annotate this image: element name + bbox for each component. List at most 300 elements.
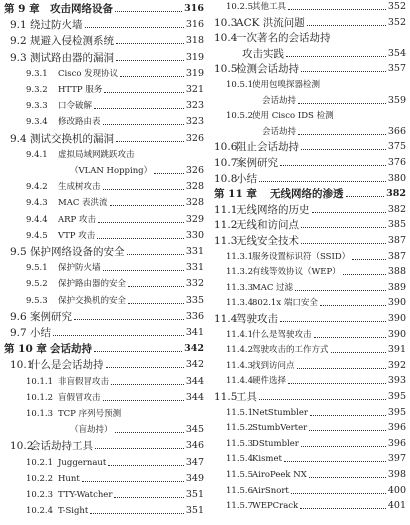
dot-leader — [291, 492, 386, 494]
toc-entry — [214, 370, 406, 387]
toc-entry — [4, 176, 204, 193]
entry-title: 保护交换机的安全 — [58, 295, 127, 306]
entry-title: 使用包嗅探器检测 — [252, 80, 321, 90]
dot-leader — [352, 258, 386, 260]
dot-leader — [115, 10, 182, 12]
dot-leader — [298, 102, 386, 104]
entry-title: AirSnort — [252, 485, 289, 496]
toc-entry — [4, 63, 204, 80]
dot-leader — [286, 55, 386, 57]
toc-entry — [214, 12, 406, 29]
dot-leader — [331, 351, 386, 353]
toc-entry — [4, 500, 204, 517]
page-number: 385 — [387, 219, 406, 231]
entry-number: 第 9 章 — [4, 3, 40, 15]
dot-leader — [116, 140, 184, 142]
entry-title: 虚拟局域网跳跃攻击 — [58, 149, 135, 160]
entry-number: 10.2.2 — [26, 473, 54, 484]
entry-number: 10.5.1 — [226, 80, 254, 90]
entry-title: 攻击实践 — [242, 47, 284, 60]
entry-title: 驾驶攻击 — [236, 313, 278, 325]
toc-entry — [214, 152, 406, 169]
toc-entry — [214, 199, 406, 216]
dot-leader — [284, 460, 386, 462]
page-number: 319 — [185, 67, 204, 79]
entry-number: 9.5.1 — [26, 263, 48, 274]
dot-leader — [94, 107, 184, 109]
dot-leader — [53, 334, 184, 336]
toc-entry — [4, 419, 204, 436]
dot-leader — [301, 242, 386, 244]
entry-title: VTP 攻击 — [58, 230, 96, 241]
entry-title: （VLAN Hopping） — [70, 166, 153, 176]
page-number: 345 — [185, 424, 204, 436]
entry-number: 11.5.5 — [226, 470, 254, 480]
entry-number: 10.2.3 — [26, 490, 54, 500]
entry-number: 9.4.3 — [26, 198, 48, 209]
dot-leader — [97, 237, 184, 239]
toc-entry — [214, 121, 406, 138]
entry-number: 11.5.3 — [226, 438, 254, 449]
page-number: 401 — [387, 500, 406, 512]
entry-title: 服务设置标识符（SSID） — [252, 251, 351, 262]
entry-title: 案例研究 — [30, 310, 72, 323]
page-number: 318 — [185, 35, 204, 47]
entry-title: 盲假冒攻击 — [58, 392, 101, 403]
page-number: 390 — [387, 313, 406, 324]
toc-entry — [4, 484, 204, 501]
entry-title: 无线和访问点 — [236, 219, 299, 232]
entry-number: 11.1 — [214, 203, 238, 216]
dot-leader — [128, 285, 184, 287]
toc-entry — [4, 468, 204, 485]
dot-leader — [115, 431, 184, 433]
entry-title: 测试路由器的漏洞 — [30, 51, 114, 64]
page-number: 398 — [387, 469, 406, 480]
entry-title: StumbVerter — [252, 423, 308, 434]
entry-number: 11.2 — [214, 219, 238, 232]
entry-title: Hunt — [58, 473, 80, 484]
entry-title: 802.1x 端口安全 — [252, 298, 318, 309]
page-number: 342 — [185, 359, 204, 371]
entry-title: Juggernaut — [58, 457, 107, 468]
page-number: 354 — [387, 47, 406, 59]
entry-title: WEPCrack — [252, 501, 299, 512]
dot-leader — [98, 221, 184, 223]
dot-leader — [82, 480, 184, 482]
entry-number: 10.2.5 — [226, 2, 254, 12]
dot-leader — [297, 367, 386, 369]
dot-leader — [259, 180, 386, 182]
entry-number: 9.3.1 — [26, 68, 48, 79]
toc-entry — [4, 371, 204, 388]
dot-leader — [288, 8, 386, 10]
page-number: 395 — [387, 391, 406, 402]
entry-title: 攻击网络设备 — [50, 3, 113, 15]
entry-title: 保护防火墙 — [58, 263, 101, 274]
entry-title: 硬件选择 — [252, 376, 287, 387]
toc-entry — [4, 435, 204, 452]
entry-title: 无线网络的渗透 — [270, 188, 344, 201]
toc-entry — [4, 79, 204, 96]
page-number: 359 — [387, 94, 406, 106]
entry-number: 10.8 — [214, 172, 238, 185]
entry-title: NetStumbler — [252, 407, 308, 418]
page-number: 347 — [185, 456, 204, 468]
toc-entry — [214, 74, 406, 91]
toc-entry — [4, 209, 204, 226]
toc-entry — [4, 387, 204, 404]
page-number: 396 — [387, 437, 406, 449]
dot-leader — [295, 289, 386, 291]
entry-number: 9.4.2 — [26, 182, 48, 193]
dot-leader — [300, 507, 386, 509]
page-number: 389 — [387, 281, 406, 293]
dot-leader — [301, 70, 386, 72]
entry-title: AiroPeek NX — [252, 470, 307, 480]
dot-leader — [108, 464, 184, 466]
entry-number: 9.5 — [10, 246, 27, 258]
toc-entry — [214, 230, 406, 247]
toc-entry — [214, 495, 406, 512]
page-number: 330 — [185, 229, 204, 241]
page-number: 326 — [185, 132, 204, 144]
toc-entry — [4, 403, 204, 420]
entry-title: ACK 洪流问题 — [236, 16, 305, 29]
page-number: 396 — [387, 422, 406, 434]
entry-title: 检测会话劫持 — [236, 63, 299, 76]
page-number: 400 — [387, 484, 406, 496]
entry-number: 第 11 章 — [214, 188, 257, 201]
dot-leader — [110, 204, 184, 206]
entry-number: 9.4.1 — [26, 149, 48, 160]
page-number: 342 — [184, 343, 204, 355]
dot-leader — [280, 164, 386, 166]
entry-title: 其他工具 — [252, 2, 287, 12]
entry-title: 找到访问点 — [252, 360, 295, 371]
entry-title: 口令破解 — [58, 101, 93, 112]
toc-entry — [214, 339, 406, 356]
page-number: 387 — [387, 250, 406, 262]
dot-leader — [111, 383, 184, 385]
dot-leader — [116, 59, 184, 61]
toc-entry — [214, 43, 406, 60]
entry-number: 11.3 — [214, 235, 238, 247]
page-number: 352 — [387, 1, 406, 12]
toc-entry — [214, 292, 406, 309]
chapter-entry — [4, 338, 204, 355]
entry-number: 11.3.2 — [226, 267, 254, 278]
page-number: 387 — [387, 235, 406, 246]
entry-title: 会话劫持 — [262, 95, 297, 106]
toc-entry — [214, 417, 406, 434]
page-number: 375 — [387, 141, 406, 153]
entry-title: 修改路由表 — [58, 117, 101, 128]
entry-title: 小结 — [236, 172, 257, 185]
page-number: 331 — [185, 262, 204, 274]
toc-entry — [214, 214, 406, 231]
toc-entry — [4, 322, 204, 339]
entry-number: 11.5 — [214, 391, 238, 403]
page-number: 344 — [185, 391, 204, 403]
entry-number: 9.3.3 — [26, 101, 48, 112]
entry-title: 非盲假冒攻击 — [58, 376, 110, 387]
page-number: 388 — [387, 266, 406, 278]
toc-entry — [214, 105, 406, 122]
toc-entry — [214, 355, 406, 372]
toc-entry — [4, 160, 204, 177]
dot-leader — [288, 382, 386, 384]
dot-leader — [95, 447, 184, 449]
entry-title: 生成树攻击 — [58, 182, 101, 193]
page-number: 349 — [185, 472, 204, 484]
entry-number: 10.4 — [214, 32, 238, 45]
toc-entry — [4, 95, 204, 112]
entry-number: 10.1.3 — [26, 409, 54, 419]
toc-entry — [214, 448, 406, 465]
entry-title: 会话劫持 — [50, 343, 92, 356]
entry-title: 阻止会话劫持 — [236, 141, 299, 154]
dot-leader — [298, 133, 386, 135]
dot-leader — [314, 336, 386, 338]
dot-leader — [94, 350, 182, 352]
page-number: 392 — [387, 359, 406, 371]
toc-entry — [214, 168, 406, 185]
entry-title: Cisco 发现协议 — [58, 68, 119, 79]
page-number: 336 — [185, 310, 204, 322]
entry-title: 工具 — [236, 391, 257, 403]
entry-number: 11.5.2 — [226, 423, 254, 434]
entry-number: 11.4 — [214, 313, 238, 325]
toc-entry — [214, 308, 406, 325]
page-number: 316 — [184, 3, 204, 14]
toc-entry — [214, 433, 406, 450]
entry-title: 案例研究 — [236, 157, 278, 169]
entry-title: 绕过防火墙 — [30, 19, 83, 32]
page-number: 323 — [185, 100, 204, 112]
chapter-entry — [214, 183, 406, 200]
entry-title: TTY-Watcher — [58, 490, 113, 500]
entry-number: 10.5.2 — [226, 111, 254, 122]
entry-number: 10.2.1 — [26, 457, 54, 468]
page-number: 390 — [387, 328, 406, 340]
dot-leader — [90, 512, 184, 514]
page-number: 397 — [387, 453, 406, 465]
entry-title: 有线等效协议（WEP） — [252, 267, 341, 278]
toc-entry — [214, 464, 406, 481]
dot-leader — [312, 211, 386, 213]
entry-number: 11.4.3 — [226, 360, 254, 371]
dot-leader — [154, 172, 184, 174]
page-number: 329 — [185, 213, 204, 225]
dot-leader — [280, 320, 386, 322]
page-number: 391 — [387, 344, 406, 356]
page-number: 390 — [387, 297, 406, 309]
toc-entry — [214, 386, 406, 403]
dot-leader — [301, 226, 386, 228]
toc-entry — [214, 261, 406, 278]
dot-leader — [116, 42, 184, 44]
toc-entry — [4, 144, 204, 161]
toc-entry — [4, 273, 204, 290]
entry-number: 11.3.3 — [226, 282, 254, 293]
entry-number: 9.3.2 — [26, 85, 48, 95]
entry-title: 无线安全技术 — [236, 235, 299, 247]
entry-title: MAC 过滤 — [252, 282, 294, 293]
dot-leader — [346, 195, 385, 197]
entry-number: 9.5.2 — [26, 279, 48, 290]
entry-title: ARP 攻击 — [58, 214, 96, 225]
entry-title: 会话劫持 — [262, 126, 297, 137]
dot-leader — [103, 399, 184, 401]
toc-entry — [4, 14, 204, 31]
page-number: 332 — [185, 278, 204, 290]
dot-leader — [310, 414, 386, 416]
toc-entry — [4, 241, 204, 258]
page-number: 328 — [185, 181, 204, 193]
dot-leader — [309, 476, 386, 478]
toc-entry — [4, 290, 204, 307]
page-number: 323 — [185, 116, 204, 128]
entry-title: 会话劫持工具 — [30, 440, 93, 453]
entry-number: 9.3 — [10, 51, 27, 64]
entry-number: 10.5 — [214, 63, 238, 76]
entry-number: 10.3 — [214, 16, 238, 29]
entry-number: 10.1.1 — [26, 376, 54, 387]
page-number: 393 — [387, 375, 406, 387]
entry-number: 11.3.4 — [226, 298, 254, 309]
toc-entry — [214, 277, 406, 294]
page-number: 316 — [185, 19, 204, 31]
page-number: 321 — [185, 84, 204, 95]
entry-number: 11.5.4 — [226, 454, 254, 465]
toc-entry — [4, 30, 204, 47]
entry-number: 11.3.1 — [226, 251, 254, 262]
entry-number: 10.2.4 — [26, 506, 54, 517]
entry-title: 规避入侵检测系统 — [30, 35, 114, 48]
toc-entry — [214, 324, 406, 341]
entry-number: 11.5.6 — [226, 485, 254, 496]
entry-title: 一次著名的会话劫持 — [236, 32, 331, 45]
dot-leader — [114, 496, 183, 498]
dot-leader — [301, 148, 386, 150]
page-number: 382 — [386, 188, 406, 200]
entry-number: 11.5.7 — [226, 501, 254, 512]
dot-leader — [103, 269, 184, 271]
entry-number: 11.4.1 — [226, 329, 254, 340]
entry-title: 保护网络设备的安全 — [30, 246, 125, 258]
dot-leader — [120, 75, 184, 77]
toc-entry — [4, 192, 204, 209]
dot-leader — [106, 366, 184, 368]
toc-entry — [4, 354, 204, 371]
dot-leader — [103, 188, 184, 190]
entry-number: 10.2 — [10, 440, 34, 453]
page-number: 357 — [387, 63, 406, 75]
dot-leader — [309, 429, 386, 431]
entry-title: Kismet — [252, 454, 282, 465]
toc-entry — [4, 128, 204, 145]
entry-number: 第 10 章 — [4, 343, 47, 356]
entry-number: 11.5.1 — [226, 407, 254, 418]
entry-title: 什么是会话劫持 — [30, 359, 104, 372]
page-number: 382 — [387, 203, 406, 215]
toc-entry — [4, 225, 204, 242]
entry-number: 9.1 — [10, 19, 27, 32]
dot-leader — [259, 398, 386, 400]
toc-entry — [214, 136, 406, 153]
dot-leader — [127, 253, 184, 255]
dot-leader — [128, 302, 184, 304]
toc-entry — [214, 27, 406, 44]
entry-number: 9.3.4 — [26, 117, 48, 128]
dot-leader — [103, 123, 184, 125]
toc-entry — [4, 257, 204, 274]
entry-number: 10.6 — [214, 141, 238, 154]
page-number: 319 — [185, 51, 204, 63]
entry-number: 9.6 — [10, 310, 27, 323]
page-number: 380 — [387, 172, 406, 184]
toc-entry — [214, 90, 406, 107]
page-number: 352 — [387, 16, 406, 28]
toc-entry — [214, 246, 406, 263]
page-number: 351 — [185, 489, 204, 500]
entry-title: 小结 — [30, 327, 51, 339]
entry-number: 9.7 — [10, 327, 27, 339]
toc-entry — [214, 480, 406, 497]
page-number: 328 — [185, 197, 204, 209]
page-number: 351 — [185, 505, 204, 517]
page-number: 331 — [185, 246, 204, 257]
entry-title: T-Sight — [58, 506, 89, 517]
entry-title: 驾驶攻击的工作方式 — [252, 345, 329, 356]
entry-number: 9.4.4 — [26, 214, 48, 225]
entry-title: （盲劫持） — [70, 425, 113, 436]
entry-number: 9.4.5 — [26, 230, 48, 241]
entry-title: HTTP 服务 — [58, 85, 103, 95]
dot-leader — [301, 445, 386, 447]
entry-title: MAC 表洪流 — [58, 198, 108, 209]
toc-entry — [4, 47, 204, 64]
toc-entry — [4, 452, 204, 469]
page-number: 335 — [185, 294, 204, 306]
entry-number: 11.4.4 — [226, 376, 254, 387]
entry-number: 9.2 — [10, 35, 27, 48]
chapter-entry — [4, 0, 204, 15]
toc-entry — [214, 402, 406, 419]
entry-number: 10.1.2 — [26, 392, 54, 403]
entry-number: 11.4.2 — [226, 345, 254, 356]
toc-entry — [4, 306, 204, 323]
page-number: 344 — [185, 375, 204, 387]
dot-leader — [74, 318, 184, 320]
page-number: 346 — [185, 440, 204, 452]
page-number: 366 — [387, 125, 406, 137]
entry-title: TCP 序列号预测 — [58, 409, 122, 419]
entry-title: 保护路由器的安全 — [58, 279, 127, 290]
dot-leader — [307, 24, 386, 26]
entry-number: 9.4 — [10, 132, 27, 145]
page-number: 376 — [387, 157, 406, 168]
entry-number: 9.5.3 — [26, 295, 48, 306]
dot-leader — [320, 304, 386, 306]
entry-title: 无线网络的历史 — [236, 203, 310, 216]
page-number: 326 — [185, 165, 204, 176]
page-number: 395 — [387, 406, 406, 418]
dot-leader — [104, 91, 184, 93]
entry-title: 什么是驾驶攻击 — [252, 329, 312, 340]
dot-leader — [85, 26, 184, 28]
